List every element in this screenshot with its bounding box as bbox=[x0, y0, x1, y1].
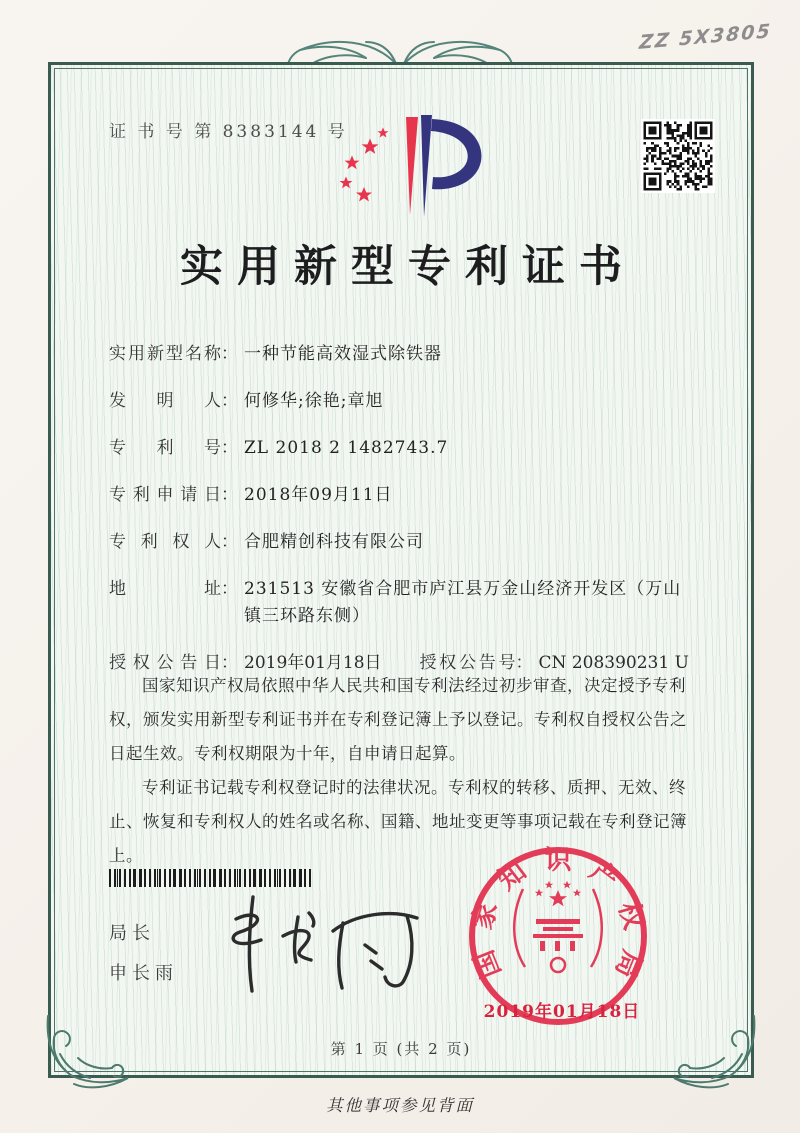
seal-date: 2019年01月18日 bbox=[483, 1002, 641, 1022]
bottom-right-flourish-icon bbox=[668, 1010, 764, 1094]
field-label: 专利权人 bbox=[109, 532, 221, 552]
field-patentee: 专利权人 ： 合肥精创科技有限公司 bbox=[109, 529, 705, 556]
field-label: 授权公告日 bbox=[109, 653, 221, 673]
field-value: 一种节能高效湿式除铁器 bbox=[244, 344, 442, 364]
officer-name: 申长雨 bbox=[109, 963, 178, 984]
qr-code-icon bbox=[641, 119, 715, 193]
field-value: 2018年09月11日 bbox=[244, 485, 393, 505]
seal-national-emblem bbox=[533, 881, 583, 972]
field-label: 专利号 bbox=[109, 438, 221, 458]
page-number: 第 1 页 (共 2 页) bbox=[330, 1040, 472, 1058]
field-address: 地址 ： 231513 安徽省合肥市庐江县万金山经济开发区（万山镇三环路东侧） bbox=[109, 576, 705, 630]
certificate-frame bbox=[48, 62, 754, 1078]
field-label: 发明人 bbox=[109, 391, 221, 411]
certificate-fields bbox=[109, 341, 705, 697]
field-patent-number: 专利号 ： ZL 2018 2 1482743.7 bbox=[109, 435, 705, 462]
field-inventors: 发明人 ： 何修华;徐艳;章旭 bbox=[109, 388, 705, 415]
bottom-left-flourish-icon bbox=[38, 1010, 134, 1094]
grant-number-value: CN 208390231 U bbox=[538, 653, 689, 673]
legal-paragraph-1: 国家知识产权局依照中华人民共和国专利法经过初步审查，决定授予专利权，颁发实用新型专利证书并在专利登记簿上予以登记。专利权自授权公告之日起生效。专利权期限为十年，自申请日起算。 bbox=[109, 676, 687, 763]
back-note: 其他事项参见背面 bbox=[326, 1096, 474, 1115]
field-grant-row: 授权公告日 ： 2019年01月18日 授权公告号 ： CN 208390231 U bbox=[109, 650, 705, 677]
field-label: 专利申请日 bbox=[109, 485, 221, 505]
cnipa-logo-icon bbox=[334, 111, 506, 233]
field-utility-model-name: 实用新型名称 ： 一种节能高效湿式除铁器 bbox=[109, 341, 705, 368]
certificate-number: 证 书 号 第 8383144 号 bbox=[109, 122, 348, 142]
field-value: 231513 安徽省合肥市庐江县万金山经济开发区（万山镇三环路东侧） bbox=[244, 579, 682, 626]
field-label: 地址 bbox=[109, 579, 221, 599]
field-value: ZL 2018 2 1482743.7 bbox=[244, 438, 449, 458]
grant-number: 授权公告号 ： CN 208390231 U bbox=[420, 650, 689, 677]
certificate-title: 实用新型专利证书 bbox=[180, 242, 636, 292]
officer-block bbox=[109, 919, 178, 999]
legal-paragraph-2: 专利证书记载专利权登记时的法律状况。专利权的转移、质押、无效、终止、恢复和专利权人的姓名或名称、国籍、地址变更等事项记载在专利登记簿上。 bbox=[109, 778, 687, 865]
barcode-icon bbox=[109, 869, 311, 887]
field-value: 合肥精创科技有限公司 bbox=[244, 532, 424, 552]
handwritten-signature-icon bbox=[223, 889, 438, 1001]
grant-date-value: 2019年01月18日 bbox=[244, 653, 382, 673]
field-filing-date: 专利申请日 ： 2018年09月11日 bbox=[109, 482, 705, 509]
field-label: 实用新型名称 bbox=[109, 344, 221, 364]
field-label: 授权公告号 bbox=[419, 653, 516, 673]
seal-text: 国家知识产权局 bbox=[466, 844, 650, 983]
svg-text:国家知识产权局 bbox=[467, 845, 650, 982]
field-value: 何修华;徐艳;章旭 bbox=[244, 391, 384, 411]
handwritten-note: ZZ 5X3805 bbox=[638, 20, 773, 54]
officer-title: 局长 bbox=[109, 923, 155, 944]
